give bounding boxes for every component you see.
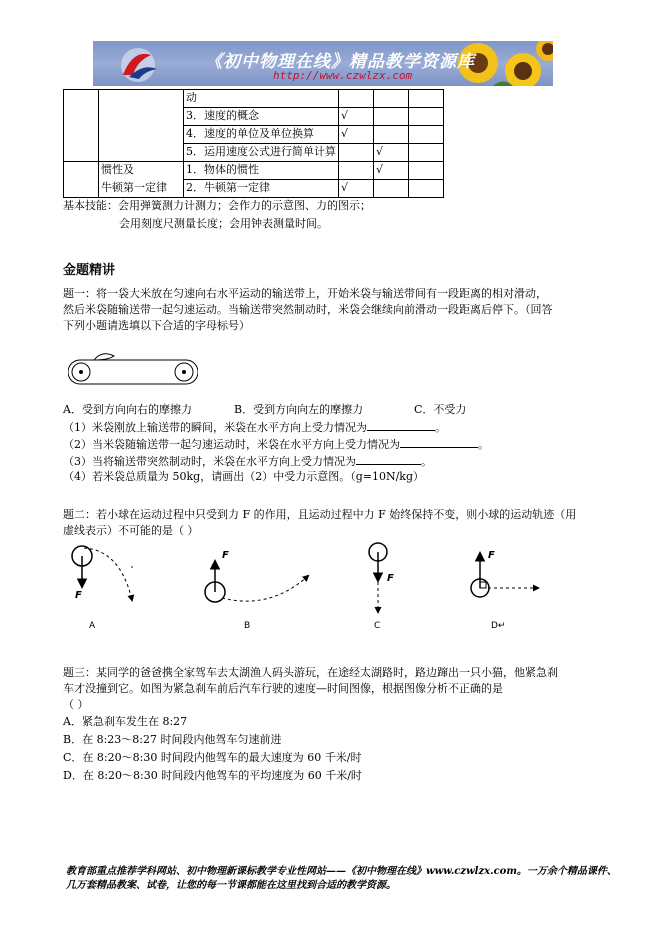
section-title: 金题精讲 <box>63 263 116 278</box>
check-cell: √ <box>339 126 374 144</box>
table-row <box>64 180 444 198</box>
table-cell: 4．速度的单位及单位换算 <box>184 126 339 144</box>
figure-label-c: C <box>374 621 381 631</box>
table-cell <box>374 126 409 144</box>
table-cell <box>374 90 409 108</box>
q1-stem-line-2: 然后米袋随输送带一起匀速运动。当输送带突然制动时，米袋会继续向前滑动一段距离后停下。（回答 <box>63 303 553 316</box>
check-cell: √ <box>339 108 374 126</box>
footer-line-2: 几万套精品教案、试卷，让您的每一节课都能在这里找到合适的教学资源。 <box>66 880 396 891</box>
table-cell <box>409 180 444 198</box>
force-label-d: F <box>488 550 495 561</box>
knowledge-table <box>63 89 444 198</box>
q1-sub-3-end: 。 <box>421 455 432 468</box>
table-cell <box>409 144 444 162</box>
q1-sub-2-end: 。 <box>478 438 489 451</box>
check-cell: √ <box>374 144 409 162</box>
table-cell: 2．牛顿第一定律 <box>184 180 339 198</box>
q1-sub-4: （4）若米袋总质量为 50kg，请画出（2）中受力示意图。（g=10N/kg） <box>63 470 424 483</box>
q3-stem-line-1: 题三：某同学的爸爸携全家驾车去太湖渔人码头游玩，在途经太湖路时，路边蹿出一只小猫，他紧急刹 <box>63 666 558 679</box>
header-banner <box>93 41 553 86</box>
table-cell: 3．速度的概念 <box>184 108 339 126</box>
q1-sub-3 <box>63 453 432 469</box>
trajectory-option-b <box>205 562 308 602</box>
q1-sub-1-text: （1）米袋刚放上输送带的瞬间，米袋在水平方向上受力情况为 <box>63 421 367 434</box>
figure-label-d: D↵ <box>491 621 506 631</box>
q1-option-c: C．不受力 <box>414 403 467 416</box>
q1-sub-2-text: （2）当米袋随输送带一起匀速运动时，米袋在水平方向上受力情况为 <box>63 438 400 451</box>
q3-option-a: A．紧急刹车发生在 8:27 <box>63 715 188 728</box>
check-cell: √ <box>374 162 409 180</box>
q3-option-d: D．在 8:20～8:30 时间段内他驾车的平均速度为 60 千米/时 <box>63 769 362 782</box>
q1-sub-2 <box>63 436 489 452</box>
table-row <box>64 90 444 108</box>
q2-stem-line-2: 虚线表示）不可能的是（ ） <box>63 524 199 537</box>
table-cell: 5．运用速度公式进行简单计算 <box>184 144 339 162</box>
q1-stem-line-1: 题一：将一袋大米放在匀速向右水平运动的输送带上，开始米袋与输送带间有一段距离的相对滑动， <box>63 287 547 300</box>
table-cell <box>64 162 99 198</box>
table-row <box>64 162 444 180</box>
table-cell <box>339 144 374 162</box>
table-cell <box>64 90 99 162</box>
skills-line-2: 会用刻度尺测量长度；会用钟表测量时间。 <box>119 217 328 230</box>
q3-option-c: C．在 8:20～8:30 时间段内他驾车的最大速度为 60 千米/时 <box>63 751 362 764</box>
table-cell: 1．物体的惯性 <box>184 162 339 180</box>
trajectory-option-d <box>471 554 538 597</box>
skills-line-1: 基本技能：会用弹簧测力计测力；会作力的示意图、力的图示； <box>63 199 371 212</box>
table-cell <box>409 126 444 144</box>
q3-stem-line-3: （ ） <box>63 698 89 711</box>
trajectory-option-c <box>369 543 387 612</box>
q3-stem-line-2: 车才没撞到它。如图为紧急刹车前后汽车行驶的速度—时间图像，根据图像分析不正确的是 <box>63 682 503 695</box>
conveyor-belt-figure <box>68 350 198 392</box>
force-label-a: F <box>75 590 82 601</box>
table-cell <box>409 90 444 108</box>
table-cell <box>339 162 374 180</box>
force-label-c: F <box>387 573 394 584</box>
footer-line-1: 教育部重点推荐学科网站、初中物理新课标教学专业性网站——《初中物理在线》www.czwlzx.com。一万余个精品课件、 <box>66 866 617 877</box>
q1-answer-blank-3[interactable] <box>356 453 421 465</box>
table-cell <box>374 180 409 198</box>
q1-sub-1 <box>63 419 446 435</box>
check-cell: √ <box>339 180 374 198</box>
banner-title: 《初中物理在线》精品教学资源库 <box>205 52 475 72</box>
table-cell: 动 <box>184 90 339 108</box>
table-cell <box>374 108 409 126</box>
table-cell: 惯性及 <box>99 162 184 180</box>
q1-answer-blank-1[interactable] <box>367 419 435 431</box>
table-cell <box>409 162 444 180</box>
table-cell <box>409 108 444 126</box>
page-footer <box>66 865 617 893</box>
q2-stem-line-1: 题二：若小球在运动过程中只受到力 F 的作用，且运动过程中力 F 始终保持不变，则小球的运动轨迹（用 <box>63 508 577 521</box>
q1-option-a: A．受到方向向右的摩擦力 <box>63 403 192 416</box>
q1-option-b: B．受到方向向左的摩擦力 <box>234 403 364 416</box>
q3-option-b: B．在 8:23～8:27 时间段内他驾车匀速前进 <box>63 733 282 746</box>
table-cell <box>339 90 374 108</box>
figure-label-a: A <box>89 621 96 631</box>
figure-label-b: B <box>244 621 251 631</box>
table-cell: 牛顿第一定律 <box>99 180 184 198</box>
force-label-b: F <box>222 550 229 561</box>
table-cell <box>99 90 184 162</box>
q1-sub-3-text: （3）当将输送带突然制动时，米袋在水平方向上受力情况为 <box>63 455 356 468</box>
q1-stem-line-3: 下列小题请选填以下合适的字母标号） <box>63 319 250 332</box>
trajectory-figures <box>60 540 560 640</box>
banner-url[interactable]: http://www.czwlzx.com <box>273 69 413 82</box>
q1-answer-blank-2[interactable] <box>400 436 478 448</box>
q1-sub-1-end: 。 <box>435 421 446 434</box>
